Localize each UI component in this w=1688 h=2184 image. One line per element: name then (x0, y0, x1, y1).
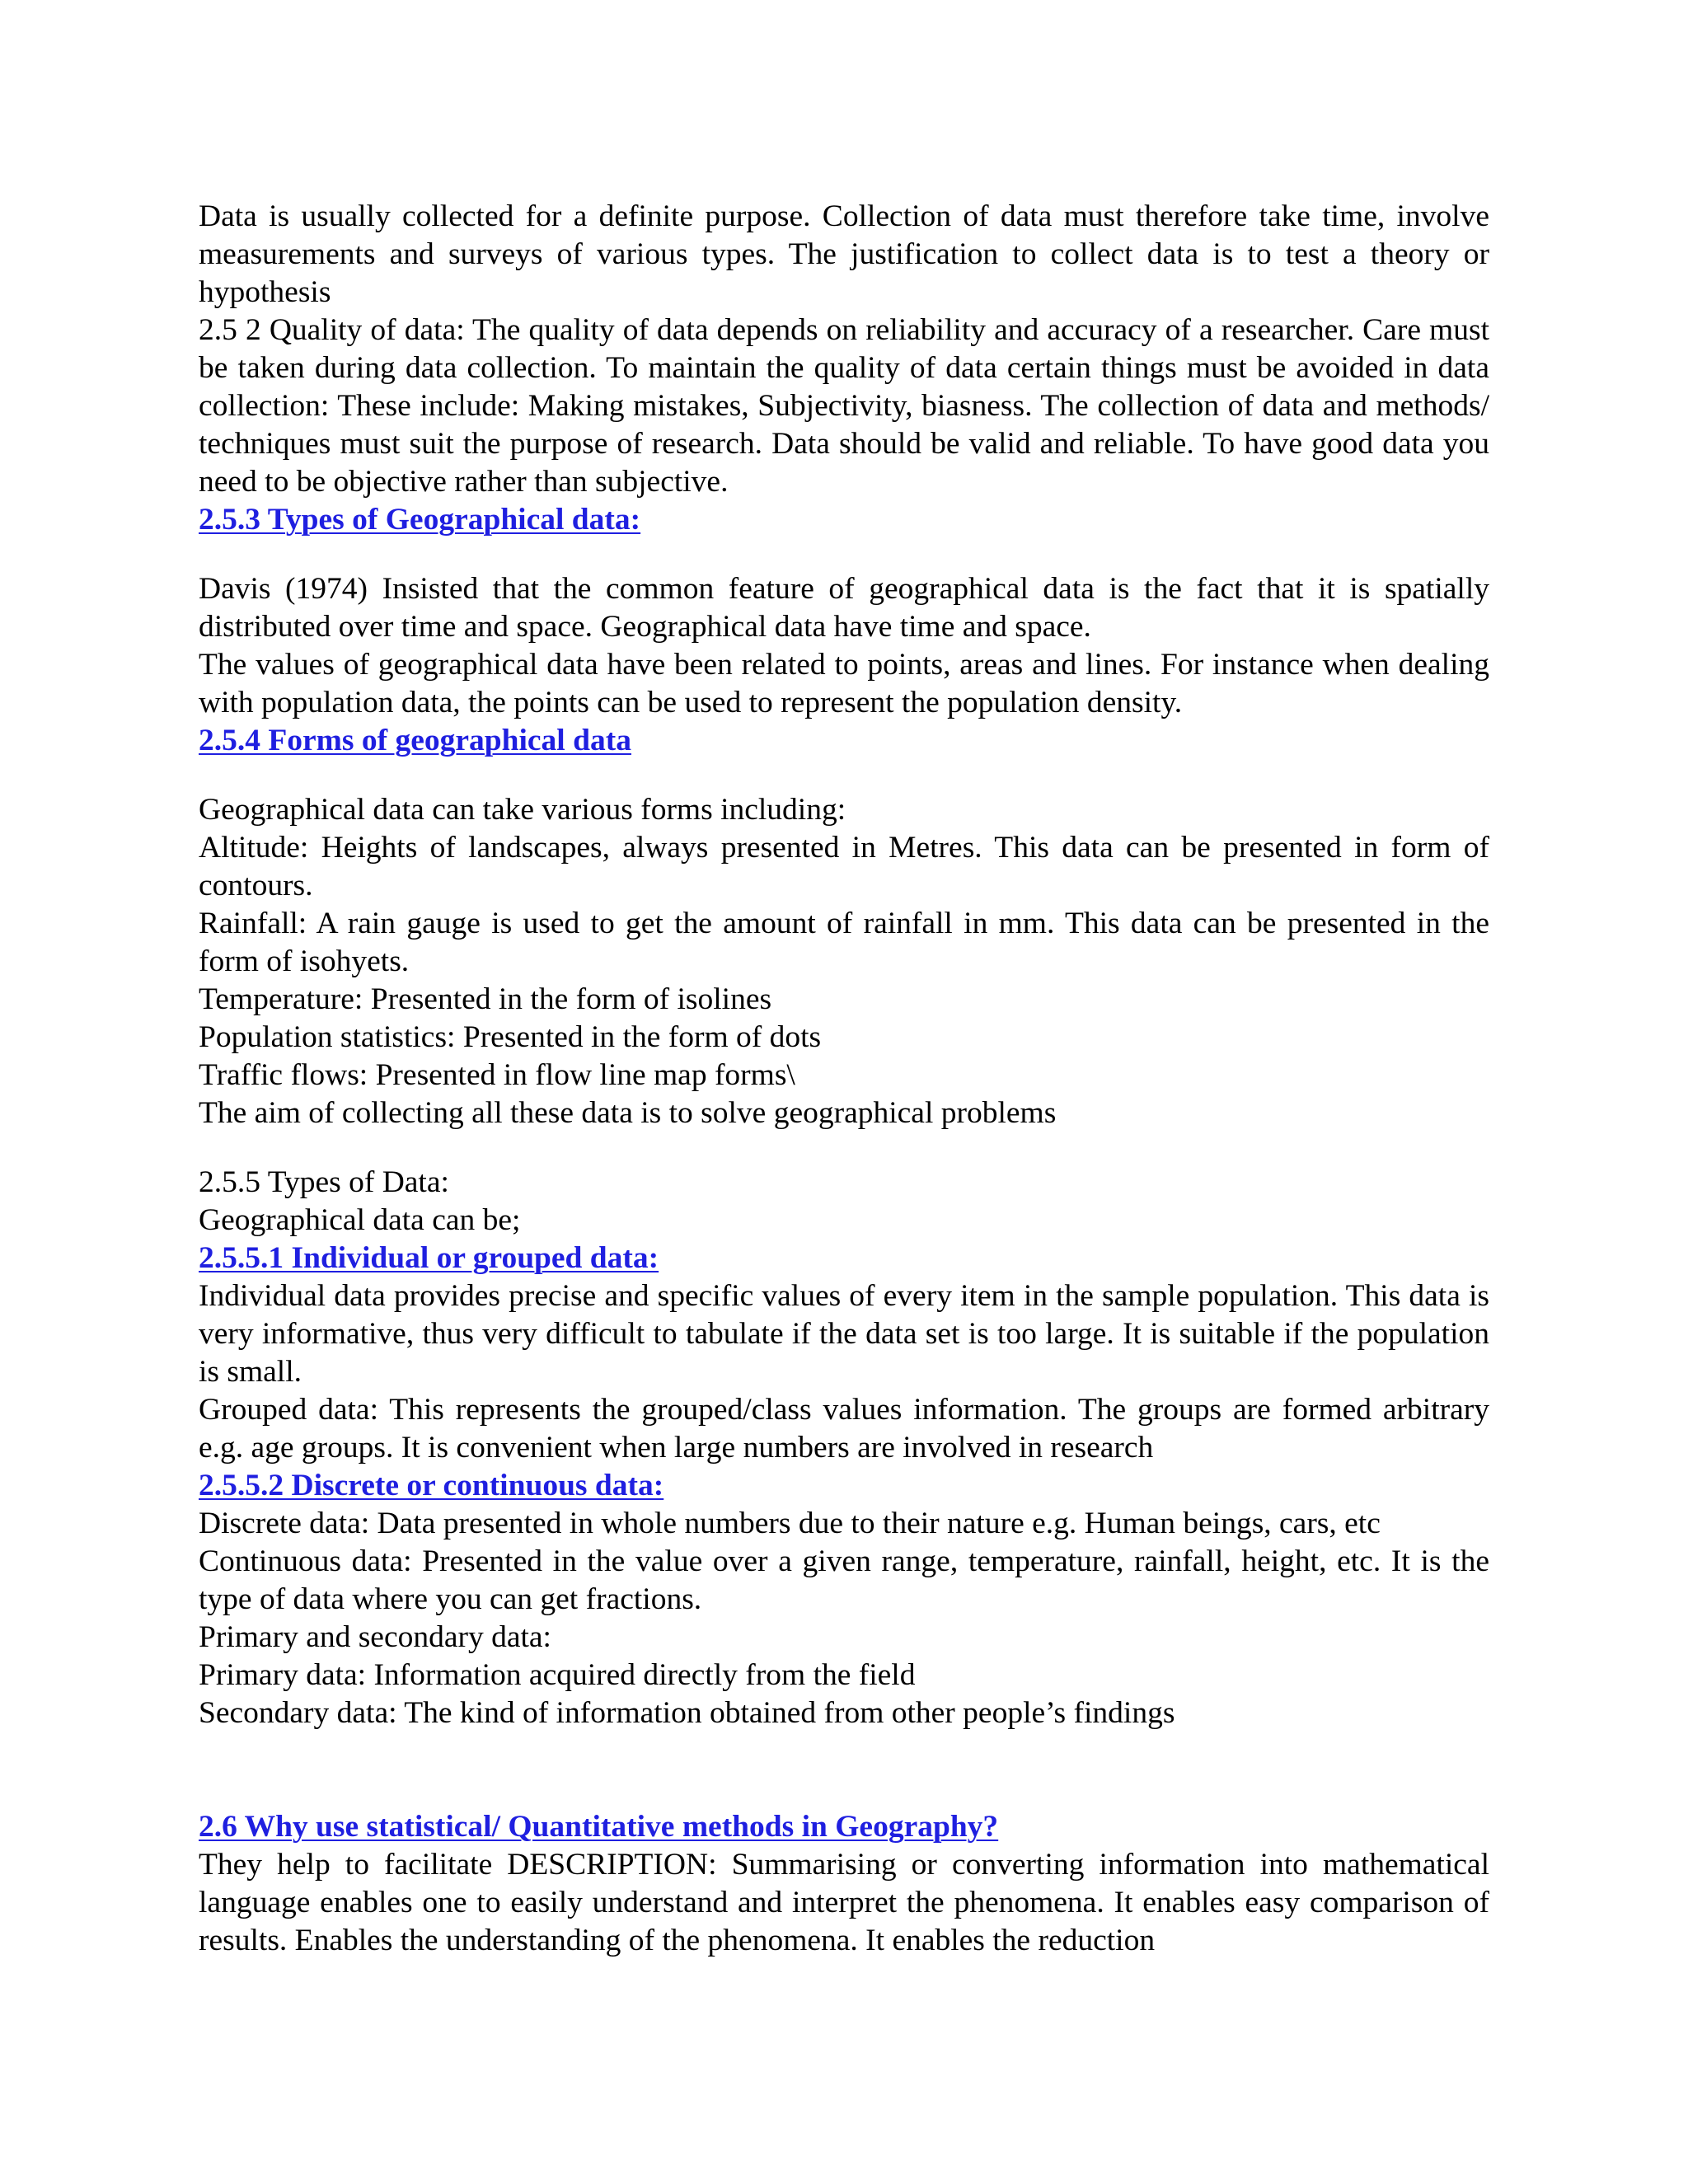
heading-forms-of-geographical-data[interactable]: 2.5.4 Forms of geographical data (199, 724, 631, 757)
spacer (199, 539, 1489, 570)
spacer (199, 760, 1489, 791)
paragraph-primary-and-secondary: Primary and secondary data: (199, 1620, 551, 1654)
paragraph-davis-1974: Davis (1974) Insisted that the common feature of geographical data is the fact that it is spatially distributed over time and space. Geographical data have time and space. (199, 572, 1489, 644)
paragraph-temperature: Temperature: Presented in the form of isolines (199, 982, 772, 1016)
paragraph-continuous-data: Continuous data: Presented in the value over a given range, temperature, rainfall, height, etc. It is the type of data where you can get fractions. (199, 1544, 1489, 1616)
paragraph-quality-of-data: 2.5 2 Quality of data: The quality of data depends on reliability and accuracy of a researcher. Care must be taken during data collection. To maintain the quality of data certain things must be avoided in data collection: These include: Making mistakes, Subjectivity, biasness. The collection of data and methods/ techniques must suit the purpose of research. Data should be valid and reliable. To have good data you need to be objective rather than subjective. (199, 313, 1489, 499)
heading-individual-or-grouped-data[interactable]: 2.5.5.1 Individual or grouped data: (199, 1241, 659, 1275)
paragraph-secondary-data: Secondary data: The kind of information obtained from other people’s findings (199, 1696, 1175, 1730)
paragraph-individual-data: Individual data provides precise and specific values of every item in the sample population. This data is very informative, thus very difficult to tabulate if the data set is too large. It is suitable if the population is small. (199, 1279, 1489, 1389)
heading-discrete-or-continuous-data[interactable]: 2.5.5.2 Discrete or continuous data: (199, 1469, 664, 1502)
heading-types-of-geographical-data[interactable]: 2.5.3 Types of Geographical data: (199, 503, 641, 537)
paragraph-geographical-data-can-be: Geographical data can be; (199, 1203, 521, 1237)
paragraph-grouped-data: Grouped data: This represents the grouped/class values information. The groups are formed arbitrary e.g. age groups. It is convenient when large numbers are involved in research (199, 1393, 1489, 1465)
paragraph-description: They help to facilitate DESCRIPTION: Summarising or converting information into mathematical language enables one to easily understand and interpret the phenomena. It enables easy comparison of results. Enables the understanding of the phenomena. It enables the reduction (199, 1848, 1489, 1957)
paragraph-discrete-data: Discrete data: Data presented in whole numbers due to their nature e.g. Human beings, cars, etc (199, 1507, 1381, 1540)
document-page (199, 198, 1489, 1960)
heading-why-use-statistical-methods[interactable]: 2.6 Why use statistical/ Quantitative methods in Geography? (199, 1810, 999, 1844)
paragraph-altitude: Altitude: Heights of landscapes, always presented in Metres. This data can be presented in form of contours. (199, 831, 1489, 902)
paragraph-forms-intro: Geographical data can take various forms including: (199, 793, 846, 827)
spacer (199, 1132, 1489, 1164)
paragraph-values-of-geographical-data: The values of geographical data have been related to points, areas and lines. For instance when dealing with population data, the points can be used to represent the population density. (199, 648, 1489, 719)
paragraph-types-of-data: 2.5.5 Types of Data: (199, 1165, 449, 1199)
paragraph-data-collection-purpose: Data is usually collected for a definite purpose. Collection of data must therefore take time, involve measurements and surveys of various types. The justification to collect data is to test a theory or hypothesis (199, 199, 1489, 309)
paragraph-traffic-flows: Traffic flows: Presented in flow line map forms\ (199, 1058, 795, 1092)
paragraph-primary-data: Primary data: Information acquired directly from the field (199, 1658, 916, 1692)
paragraph-rainfall: Rainfall: A rain gauge is used to get the amount of rainfall in mm. This data can be presented in the form of isohyets. (199, 907, 1489, 978)
paragraph-aim-of-collecting: The aim of collecting all these data is to solve geographical problems (199, 1096, 1057, 1130)
spacer (199, 1732, 1489, 1808)
paragraph-population-statistics: Population statistics: Presented in the form of dots (199, 1020, 822, 1054)
